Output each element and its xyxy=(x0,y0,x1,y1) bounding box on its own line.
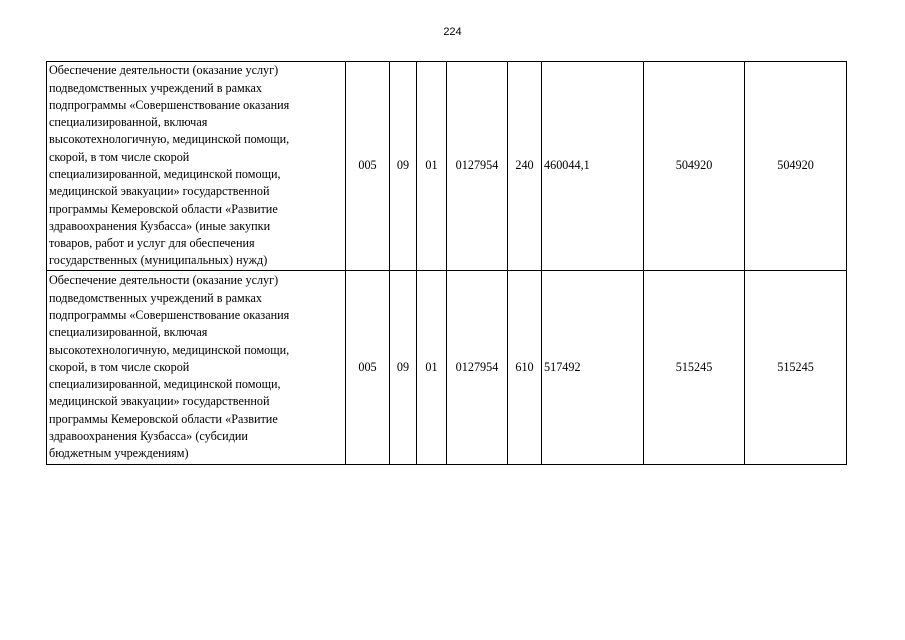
target-article-code: 0127954 xyxy=(447,271,508,465)
section-code: 09 xyxy=(390,271,417,465)
ministry-code: 005 xyxy=(346,271,390,465)
expense-type-code: 240 xyxy=(508,62,542,271)
section-code: 09 xyxy=(390,62,417,271)
budget-table xyxy=(46,61,847,465)
subsection-code: 01 xyxy=(417,271,447,465)
expense-type-code: 610 xyxy=(508,271,542,465)
amount-year-1: 460044,1 xyxy=(542,62,644,271)
table-row xyxy=(47,62,847,271)
table-row xyxy=(47,271,847,465)
page-number: 224 xyxy=(443,26,462,38)
amount-year-2: 504920 xyxy=(644,62,745,271)
amount-year-2: 515245 xyxy=(644,271,745,465)
row-description: Обеспечение деятельности (оказание услуг) подведомственных учреждений в рамках подпрограммы «Совершенствование оказания специализированной, включая высокотехнологичную, медицинской помощи, скорой, в том числе скорой специализированной, медицинской помощи, медицинской эвакуации» государственной программы Кемеровской области «Развитие здравоохранения Кузбасса» (субсидии бюджетным учреждениям) xyxy=(47,271,346,465)
amount-year-1: 517492 xyxy=(542,271,644,465)
target-article-code: 0127954 xyxy=(447,62,508,271)
row-description: Обеспечение деятельности (оказание услуг) подведомственных учреждений в рамках подпрограммы «Совершенствование оказания специализированной, включая высокотехнологичную, медицинской помощи, скорой, в том числе скорой специализированной, медицинской помощи, медицинской эвакуации» государственной программы Кемеровской области «Развитие здравоохранения Кузбасса» (иные закупки товаров, работ и услуг для обеспечения государственных (муниципальных) нужд) xyxy=(47,62,346,271)
amount-year-3: 515245 xyxy=(745,271,847,465)
amount-year-3: 504920 xyxy=(745,62,847,271)
subsection-code: 01 xyxy=(417,62,447,271)
ministry-code: 005 xyxy=(346,62,390,271)
